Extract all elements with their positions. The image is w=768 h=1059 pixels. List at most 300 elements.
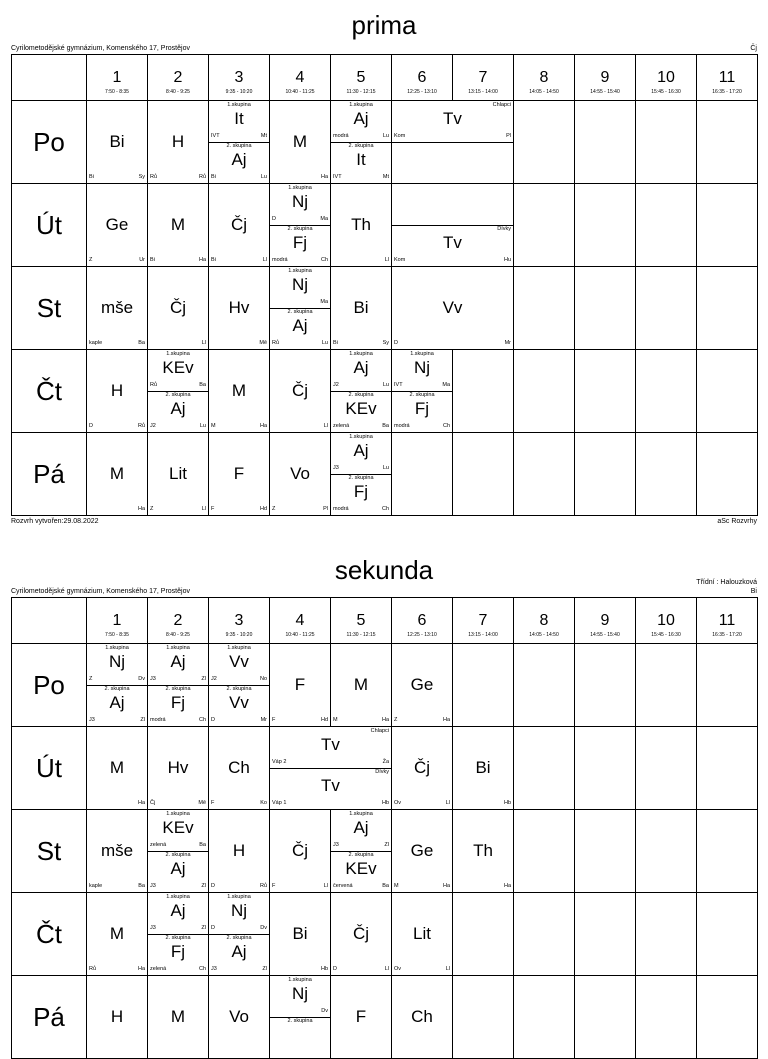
lesson-cell (697, 893, 758, 976)
group-b (148, 934, 208, 975)
subject-label: Th (473, 841, 493, 860)
period-time: 9:35 - 10:20 (225, 89, 253, 95)
day-header (12, 893, 87, 976)
subject-label: Fj (353, 482, 369, 501)
teacher-label: Zl (201, 676, 206, 682)
room-label: modrá (333, 133, 349, 139)
lesson-cell (148, 433, 209, 516)
subject-label: M (231, 381, 247, 400)
period-header (270, 55, 331, 101)
room-label: Z (150, 506, 154, 512)
teacher-label: Pl (323, 506, 328, 512)
room-label: Kom (394, 257, 406, 263)
lesson-cell (636, 810, 697, 893)
period-number: 3 (234, 612, 244, 629)
teacher-label: Lu (321, 340, 328, 346)
teacher-label: Ba (382, 423, 389, 429)
subject-label: Čj (352, 924, 370, 943)
lesson-cell (331, 976, 392, 1059)
group-label: 1.skupina (166, 811, 190, 817)
period-time: 10:40 - 11:25 (285, 632, 315, 638)
room-label: D (394, 340, 398, 346)
period-header (453, 598, 514, 644)
lesson-cell (636, 727, 697, 810)
period-header (636, 598, 697, 644)
subject-label: Aj (353, 358, 369, 377)
subject-label: Tv (321, 735, 340, 754)
group-a (270, 184, 330, 226)
lesson-cell (148, 893, 209, 976)
period-header (697, 55, 758, 101)
lesson-cell (209, 101, 270, 184)
subject-label: Aj (170, 901, 186, 920)
teacher-label: Ha (503, 883, 511, 889)
day-name: Út (36, 209, 62, 240)
teacher-label: Mr (260, 717, 267, 723)
group-b (209, 142, 269, 183)
teacher-label: Zl (201, 925, 206, 931)
lesson-cell (636, 184, 697, 267)
group-a (392, 184, 513, 226)
group-b (392, 391, 452, 432)
lesson-cell (697, 350, 758, 433)
group-label: 1.skupina (349, 434, 373, 440)
group-b (209, 934, 269, 975)
subject-label: Tv (443, 233, 462, 252)
period-header (87, 598, 148, 644)
subject-label: Nj (230, 901, 248, 920)
lesson-cell (148, 810, 209, 893)
subject-label: Lit (413, 924, 431, 943)
group-label: 1.skupina (105, 645, 129, 651)
teacher-label: Ba (199, 842, 206, 848)
room-label: D (272, 216, 276, 222)
room-label: J3 (89, 717, 95, 723)
day-name: Pá (33, 458, 65, 489)
teacher-label: Ha (137, 800, 145, 806)
lesson-cell (331, 184, 392, 267)
room-label: F (211, 506, 215, 512)
teacher-label: Ko (260, 800, 267, 806)
lesson-cell (331, 810, 392, 893)
lesson-cell (575, 433, 636, 516)
room-label: F (272, 883, 276, 889)
period-header (209, 55, 270, 101)
period-header (270, 598, 331, 644)
teacher-label: Zl (262, 966, 267, 972)
lesson-cell (514, 433, 575, 516)
period-number: 3 (234, 69, 244, 86)
room-label: Čj (150, 800, 156, 806)
teacher-label: Ma (442, 382, 450, 388)
day-header (12, 267, 87, 350)
period-number: 11 (718, 69, 736, 86)
room-label: J2 (333, 382, 339, 388)
lesson-cell (270, 101, 331, 184)
lesson-cell (331, 350, 392, 433)
lesson-cell (209, 810, 270, 893)
lesson-cell (87, 101, 148, 184)
period-time: 12:25 - 13:10 (407, 89, 437, 95)
group-label: 1.skupina (288, 268, 312, 274)
lesson-cell (148, 101, 209, 184)
lesson-cell (392, 976, 453, 1059)
lesson-cell (270, 644, 331, 727)
teacher-label: Ba (199, 382, 206, 388)
group-label: 1.skupina (227, 645, 251, 651)
subject-label: Čj (291, 841, 309, 860)
lesson-cell (270, 267, 331, 350)
teacher-label: Lu (199, 423, 206, 429)
room-label: Bi (89, 174, 94, 180)
period-time: 13:15 - 14:00 (468, 89, 498, 95)
teacher-label: Ll (323, 883, 328, 889)
teacher-label: Zl (140, 717, 145, 723)
group-a (331, 433, 391, 475)
room-label: J2 (211, 676, 217, 682)
lesson-cell (87, 644, 148, 727)
lesson-cell (148, 267, 209, 350)
lesson-cell (514, 893, 575, 976)
subject-label: Aj (292, 316, 308, 335)
subject-label: M (109, 464, 125, 483)
subject-label: F (294, 675, 306, 694)
lesson-cell (148, 727, 209, 810)
period-header (636, 55, 697, 101)
period-header (148, 598, 209, 644)
prima-created-date: Rozvrh vytvořen:29.08.2022 (11, 518, 99, 525)
group-label: 2. skupina (287, 226, 313, 232)
period-number: 4 (295, 612, 305, 629)
room-label: Ov (394, 966, 402, 972)
room-label: D (211, 717, 215, 723)
period-number: 5 (356, 612, 366, 629)
subject-label: Bi (292, 924, 308, 943)
day-name: Út (36, 752, 62, 783)
room-label: F (272, 717, 276, 723)
subject-label: Hv (228, 298, 250, 317)
lesson-cell (697, 184, 758, 267)
lesson-cell (87, 727, 148, 810)
lesson-cell (148, 350, 209, 433)
subject-label: F (233, 464, 245, 483)
group-b (392, 142, 513, 183)
group-b (331, 851, 391, 892)
period-header (697, 598, 758, 644)
subject-label: KEv (162, 818, 194, 837)
teacher-label: Hd (320, 717, 328, 723)
sekunda-class-teacher: Třídní : Halouzková (696, 579, 757, 586)
room-label: zelená (150, 966, 167, 972)
lesson-cell (270, 727, 392, 810)
period-time: 9:35 - 10:20 (225, 632, 253, 638)
lesson-cell (453, 727, 514, 810)
subject-label: Nj (413, 358, 431, 377)
teacher-label: Lu (382, 382, 389, 388)
day-name: Čt (36, 375, 62, 406)
group-a (148, 350, 208, 392)
prima-title: prima (351, 10, 417, 40)
room-label: D (211, 925, 215, 931)
subject-label: Vv (229, 652, 249, 671)
lesson-cell (514, 101, 575, 184)
room-label: červená (333, 883, 353, 889)
lesson-cell (514, 810, 575, 893)
group-a (331, 810, 391, 852)
subject-label: Nj (291, 275, 309, 294)
subject-label: KEv (345, 859, 377, 878)
subject-label: Aj (231, 150, 247, 169)
teacher-label: Ha (259, 423, 267, 429)
lesson-cell (636, 350, 697, 433)
group-b (148, 851, 208, 892)
group-label: Chlapci (370, 728, 389, 734)
subject-label: Vv (442, 298, 463, 317)
lesson-cell (575, 644, 636, 727)
lesson-cell (575, 350, 636, 433)
teacher-label: Ha (320, 174, 328, 180)
subject-label: M (170, 1007, 186, 1026)
period-time: 8:40 - 9:25 (166, 632, 190, 638)
subject-label: Ch (228, 758, 250, 777)
room-label: J3 (150, 925, 156, 931)
room-label: J2 (150, 423, 156, 429)
prima-software-label: aSc Rozvrhy (717, 518, 757, 525)
teacher-label: Rů (137, 423, 145, 429)
lesson-cell (697, 727, 758, 810)
lesson-cell (636, 101, 697, 184)
teacher-label: Zl (384, 842, 389, 848)
lesson-cell (270, 350, 331, 433)
lesson-cell (270, 893, 331, 976)
teacher-label: Lu (382, 465, 389, 471)
period-header (87, 55, 148, 101)
room-label: IVT (211, 133, 220, 139)
day-header (12, 644, 87, 727)
teacher-label: Ža (382, 759, 389, 765)
lesson-cell (392, 101, 514, 184)
period-time: 13:15 - 14:00 (468, 632, 498, 638)
period-number: 2 (173, 69, 183, 86)
group-label: 1.skupina (349, 351, 373, 357)
teacher-label: Ll (323, 423, 328, 429)
lesson-cell (575, 976, 636, 1059)
lesson-cell (209, 184, 270, 267)
teacher-label: Ll (262, 257, 267, 263)
group-label: 1.skupina (410, 351, 434, 357)
teacher-label: Ch (320, 257, 328, 263)
sekunda-school-name: Cyrilometodějské gymnázium, Komenského 17, Prostějov (11, 588, 190, 595)
day-name: Pá (33, 1001, 65, 1032)
room-label: IVT (394, 382, 403, 388)
lesson-cell (636, 433, 697, 516)
subject-label: Fj (170, 942, 186, 961)
group-b (209, 685, 269, 726)
subject-label: It (234, 109, 244, 128)
teacher-label: Ll (201, 340, 206, 346)
room-label: J3 (150, 676, 156, 682)
group-a (270, 727, 391, 769)
group-b (270, 225, 330, 266)
teacher-label: Mt (260, 133, 267, 139)
room-label: J3 (150, 883, 156, 889)
subject-label: Nj (291, 192, 309, 211)
group-label: 2. skupina (348, 143, 374, 149)
room-label: M (333, 717, 338, 723)
teacher-label: No (259, 676, 267, 682)
lesson-cell (392, 644, 453, 727)
period-number: 9 (600, 69, 610, 86)
subject-label: Čj (291, 381, 309, 400)
lesson-cell (392, 433, 453, 516)
day-header (12, 101, 87, 184)
prima-class-teacher: Čj (750, 45, 757, 52)
room-label: F (211, 800, 215, 806)
teacher-label: Lu (382, 133, 389, 139)
group-label: 2. skupina (165, 686, 191, 692)
subject-label: Aj (353, 441, 369, 460)
period-time: 7:50 - 8:35 (105, 632, 129, 638)
group-label: 2. skupina (165, 392, 191, 398)
period-time: 14:05 - 14:50 (529, 632, 559, 638)
teacher-label: Ch (198, 717, 206, 723)
group-label: 2. skupina (348, 475, 374, 481)
group-label: 2. skupina (348, 392, 374, 398)
lesson-cell (697, 976, 758, 1059)
group-a (209, 644, 269, 686)
period-time: 14:55 - 15:40 (590, 632, 620, 638)
group-label: 1.skupina (227, 102, 251, 108)
teacher-label: Lu (260, 174, 267, 180)
lesson-cell (87, 976, 148, 1059)
teacher-label: Mě (198, 800, 206, 806)
group-label: 2. skupina (165, 852, 191, 858)
period-number: 5 (356, 69, 366, 86)
teacher-label: Mr (504, 340, 511, 346)
room-label: modrá (394, 423, 410, 429)
group-b (331, 142, 391, 183)
group-b (270, 308, 330, 349)
period-header (148, 55, 209, 101)
room-label: zelená (150, 842, 167, 848)
lesson-cell (209, 893, 270, 976)
period-number: 10 (657, 69, 675, 86)
lesson-cell (514, 727, 575, 810)
lesson-cell (270, 810, 331, 893)
group-label: Dívky (497, 226, 511, 232)
group-label: 1.skupina (166, 645, 190, 651)
period-number: 2 (173, 612, 183, 629)
period-number: 7 (478, 612, 488, 629)
lesson-cell (575, 267, 636, 350)
lesson-cell (87, 433, 148, 516)
group-a (392, 101, 513, 143)
room-label: M (394, 883, 399, 889)
period-number: 10 (657, 612, 675, 629)
group-b (331, 474, 391, 515)
period-time: 15:45 - 16:30 (651, 89, 681, 95)
lesson-cell (514, 644, 575, 727)
subject-label: Čj (413, 758, 431, 777)
lesson-cell (697, 644, 758, 727)
group-a (331, 350, 391, 392)
group-a (270, 267, 330, 309)
subject-label: Aj (170, 399, 186, 418)
teacher-label: Dv (321, 1008, 328, 1014)
day-name: Po (33, 126, 65, 157)
group-label: 2. skupina (226, 686, 252, 692)
subject-label: Nj (291, 984, 309, 1003)
room-label: Rů (150, 382, 158, 388)
room-label: Rů (150, 174, 158, 180)
lesson-cell (453, 810, 514, 893)
period-header (575, 55, 636, 101)
period-time: 14:55 - 15:40 (590, 89, 620, 95)
lesson-cell (209, 644, 270, 727)
lesson-cell (636, 644, 697, 727)
teacher-label: Sy (382, 340, 389, 346)
group-a (148, 644, 208, 686)
subject-label: Vo (290, 464, 310, 483)
subject-label: F (355, 1007, 367, 1026)
room-label: Ov (394, 800, 402, 806)
group-label: 2. skupina (287, 309, 313, 315)
teacher-label: Hb (381, 800, 389, 806)
lesson-cell (270, 184, 331, 267)
period-time: 12:25 - 13:10 (407, 632, 437, 638)
teacher-label: Hd (259, 506, 267, 512)
lesson-cell (392, 267, 514, 350)
lesson-cell (575, 810, 636, 893)
lesson-cell (514, 184, 575, 267)
day-name: Po (33, 669, 65, 700)
prima-timetable (11, 54, 758, 516)
group-label: Chlapci (492, 102, 511, 108)
subject-label: Fj (414, 399, 430, 418)
lesson-cell (392, 184, 514, 267)
period-time: 11:30 - 12:15 (346, 89, 376, 95)
subject-label: Tv (321, 776, 340, 795)
subject-label: Čj (169, 298, 187, 317)
room-label: kaple (89, 883, 103, 889)
group-a (270, 976, 330, 1018)
group-label: 1.skupina (166, 351, 190, 357)
lesson-cell (575, 184, 636, 267)
day-name: St (36, 835, 62, 866)
period-time: 16:35 - 17:20 (712, 89, 742, 95)
subject-label: mše (100, 298, 134, 317)
day-header (12, 727, 87, 810)
lesson-cell (87, 810, 148, 893)
lesson-cell (392, 893, 453, 976)
period-number: 8 (539, 612, 549, 629)
subject-label: Nj (108, 652, 126, 671)
subject-label: Aj (353, 109, 369, 128)
period-number: 9 (600, 612, 610, 629)
room-label: Z (394, 717, 398, 723)
lesson-cell (636, 267, 697, 350)
room-label: zelená (333, 423, 350, 429)
day-header (12, 184, 87, 267)
period-time: 14:05 - 14:50 (529, 89, 559, 95)
group-b (331, 391, 391, 432)
lesson-cell (514, 976, 575, 1059)
period-time: 15:45 - 16:30 (651, 632, 681, 638)
teacher-label: Hu (503, 257, 511, 263)
lesson-cell (514, 267, 575, 350)
lesson-cell (331, 101, 392, 184)
period-number: 7 (478, 69, 488, 86)
